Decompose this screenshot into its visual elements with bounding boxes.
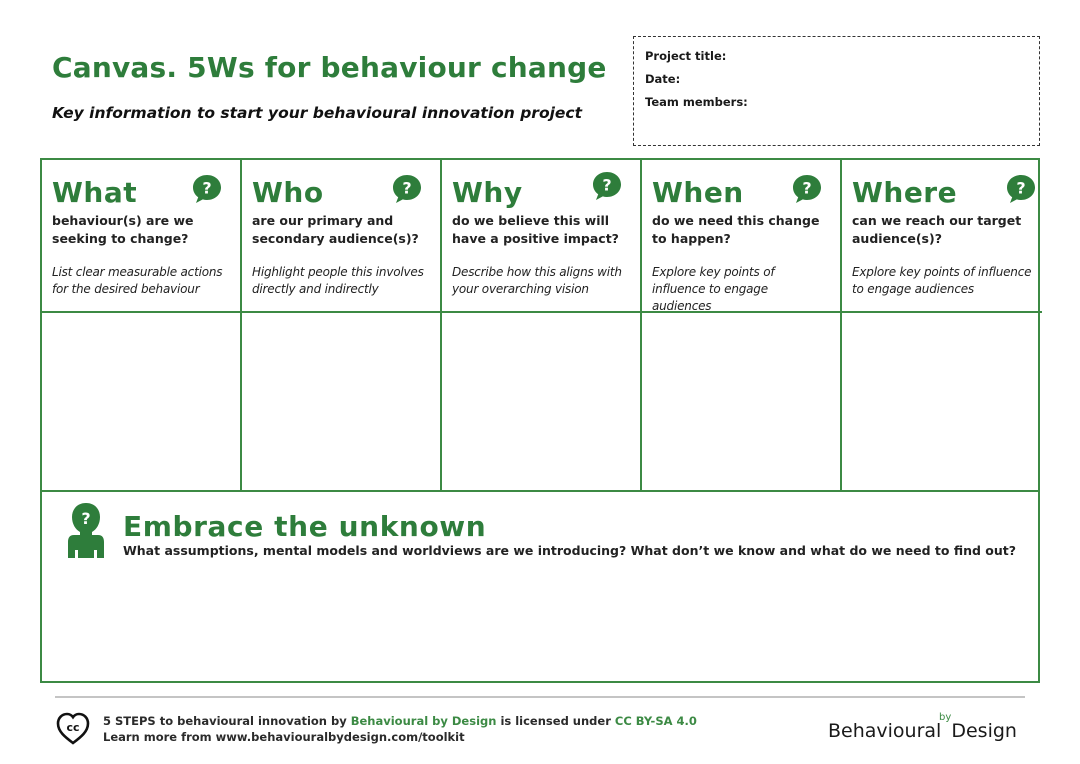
column-question: do we believe this will have a positive impact? <box>452 213 619 246</box>
question-bubble-icon <box>392 174 422 204</box>
page-subtitle: Key information to start your behavioural innovation project <box>52 104 583 122</box>
question-bubble-icon <box>192 174 222 204</box>
svg-text:cc: cc <box>66 721 80 734</box>
embrace-answer-area[interactable] <box>42 572 1038 682</box>
column-hint: Explore key points of influence to engage audiences <box>852 265 1032 296</box>
svg-text:?: ? <box>81 509 91 528</box>
logo-word-by: by <box>939 712 952 723</box>
footer-url-link[interactable]: www.behaviouralbydesign.com/toolkit <box>215 730 465 744</box>
column-question: behaviour(s) are we seeking to change? <box>52 213 194 246</box>
column-what-answer-area[interactable] <box>42 313 240 492</box>
column-hint: Highlight people this involves directly and indirectly <box>252 265 424 296</box>
footer-divider <box>55 696 1025 698</box>
footer-text-part: 5 STEPS to behavioural innovation by <box>103 714 351 728</box>
column-why <box>442 160 642 492</box>
column-why-answer-area[interactable] <box>442 313 640 492</box>
question-bubble-icon <box>592 171 622 201</box>
column-heading: When <box>652 176 744 209</box>
footer-line-1 <box>103 713 697 729</box>
column-question: do we need this change to happen? <box>652 213 820 246</box>
column-what <box>42 160 242 492</box>
column-why-header <box>442 160 640 313</box>
footer-text-part: is licensed under <box>496 714 615 728</box>
column-when-header <box>642 160 840 313</box>
embrace-question: What assumptions, mental models and worldviews are we introducing? What don’t we know and what do we need to find out? <box>123 543 1016 558</box>
svg-text:?: ? <box>402 178 412 198</box>
column-where-header <box>842 160 1042 313</box>
column-question: are our primary and secondary audience(s)? <box>252 213 419 246</box>
column-heading: Who <box>252 176 324 209</box>
canvas-grid <box>40 158 1040 683</box>
footer-text-part: Learn more from <box>103 730 216 744</box>
team-members-label: Team members: <box>645 95 748 109</box>
column-heading: Why <box>452 176 523 209</box>
column-heading: Where <box>852 176 958 209</box>
column-where-answer-area[interactable] <box>842 313 1042 492</box>
page-title: Canvas. 5Ws for behaviour change <box>52 51 607 84</box>
column-what-header <box>42 160 240 313</box>
column-when-answer-area[interactable] <box>642 313 840 492</box>
svg-text:?: ? <box>602 175 612 195</box>
svg-text:?: ? <box>1016 178 1026 198</box>
svg-text:?: ? <box>202 178 212 198</box>
embrace-title: Embrace the unknown <box>123 510 487 543</box>
column-question: can we reach our target audience(s)? <box>852 213 1022 246</box>
column-who-answer-area[interactable] <box>242 313 440 492</box>
column-who-header <box>242 160 440 313</box>
footer-license-link[interactable]: CC BY-SA 4.0 <box>614 714 697 728</box>
date-field[interactable] <box>645 72 1028 86</box>
svg-text:?: ? <box>802 178 812 198</box>
project-info-box <box>633 36 1040 146</box>
team-members-field[interactable] <box>645 95 1028 109</box>
footer-license-text <box>103 713 697 745</box>
logo-word-design: Design <box>951 720 1017 742</box>
question-bubble-icon <box>1006 174 1036 204</box>
column-hint: Describe how this aligns with your overarching vision <box>452 265 622 296</box>
footer-brand-link[interactable]: Behavioural by Design <box>350 714 497 728</box>
project-title-label: Project title: <box>645 49 727 63</box>
cc-heart-icon <box>55 710 91 746</box>
column-when <box>642 160 842 492</box>
embrace-unknown-section <box>42 490 1038 681</box>
person-question-icon <box>66 502 106 558</box>
column-who <box>242 160 442 492</box>
column-where <box>842 160 1042 492</box>
column-hint: List clear measurable actions for the desired behaviour <box>52 265 223 296</box>
column-heading: What <box>52 176 138 209</box>
behavioural-by-design-logo <box>828 712 1017 742</box>
date-label: Date: <box>645 72 681 86</box>
column-hint: Explore key points of influence to engage audiences <box>652 265 775 313</box>
project-title-field[interactable] <box>645 49 1028 63</box>
footer-line-2 <box>103 729 697 745</box>
logo-word-behavioural: Behavioural <box>828 720 942 742</box>
question-bubble-icon <box>792 174 822 204</box>
